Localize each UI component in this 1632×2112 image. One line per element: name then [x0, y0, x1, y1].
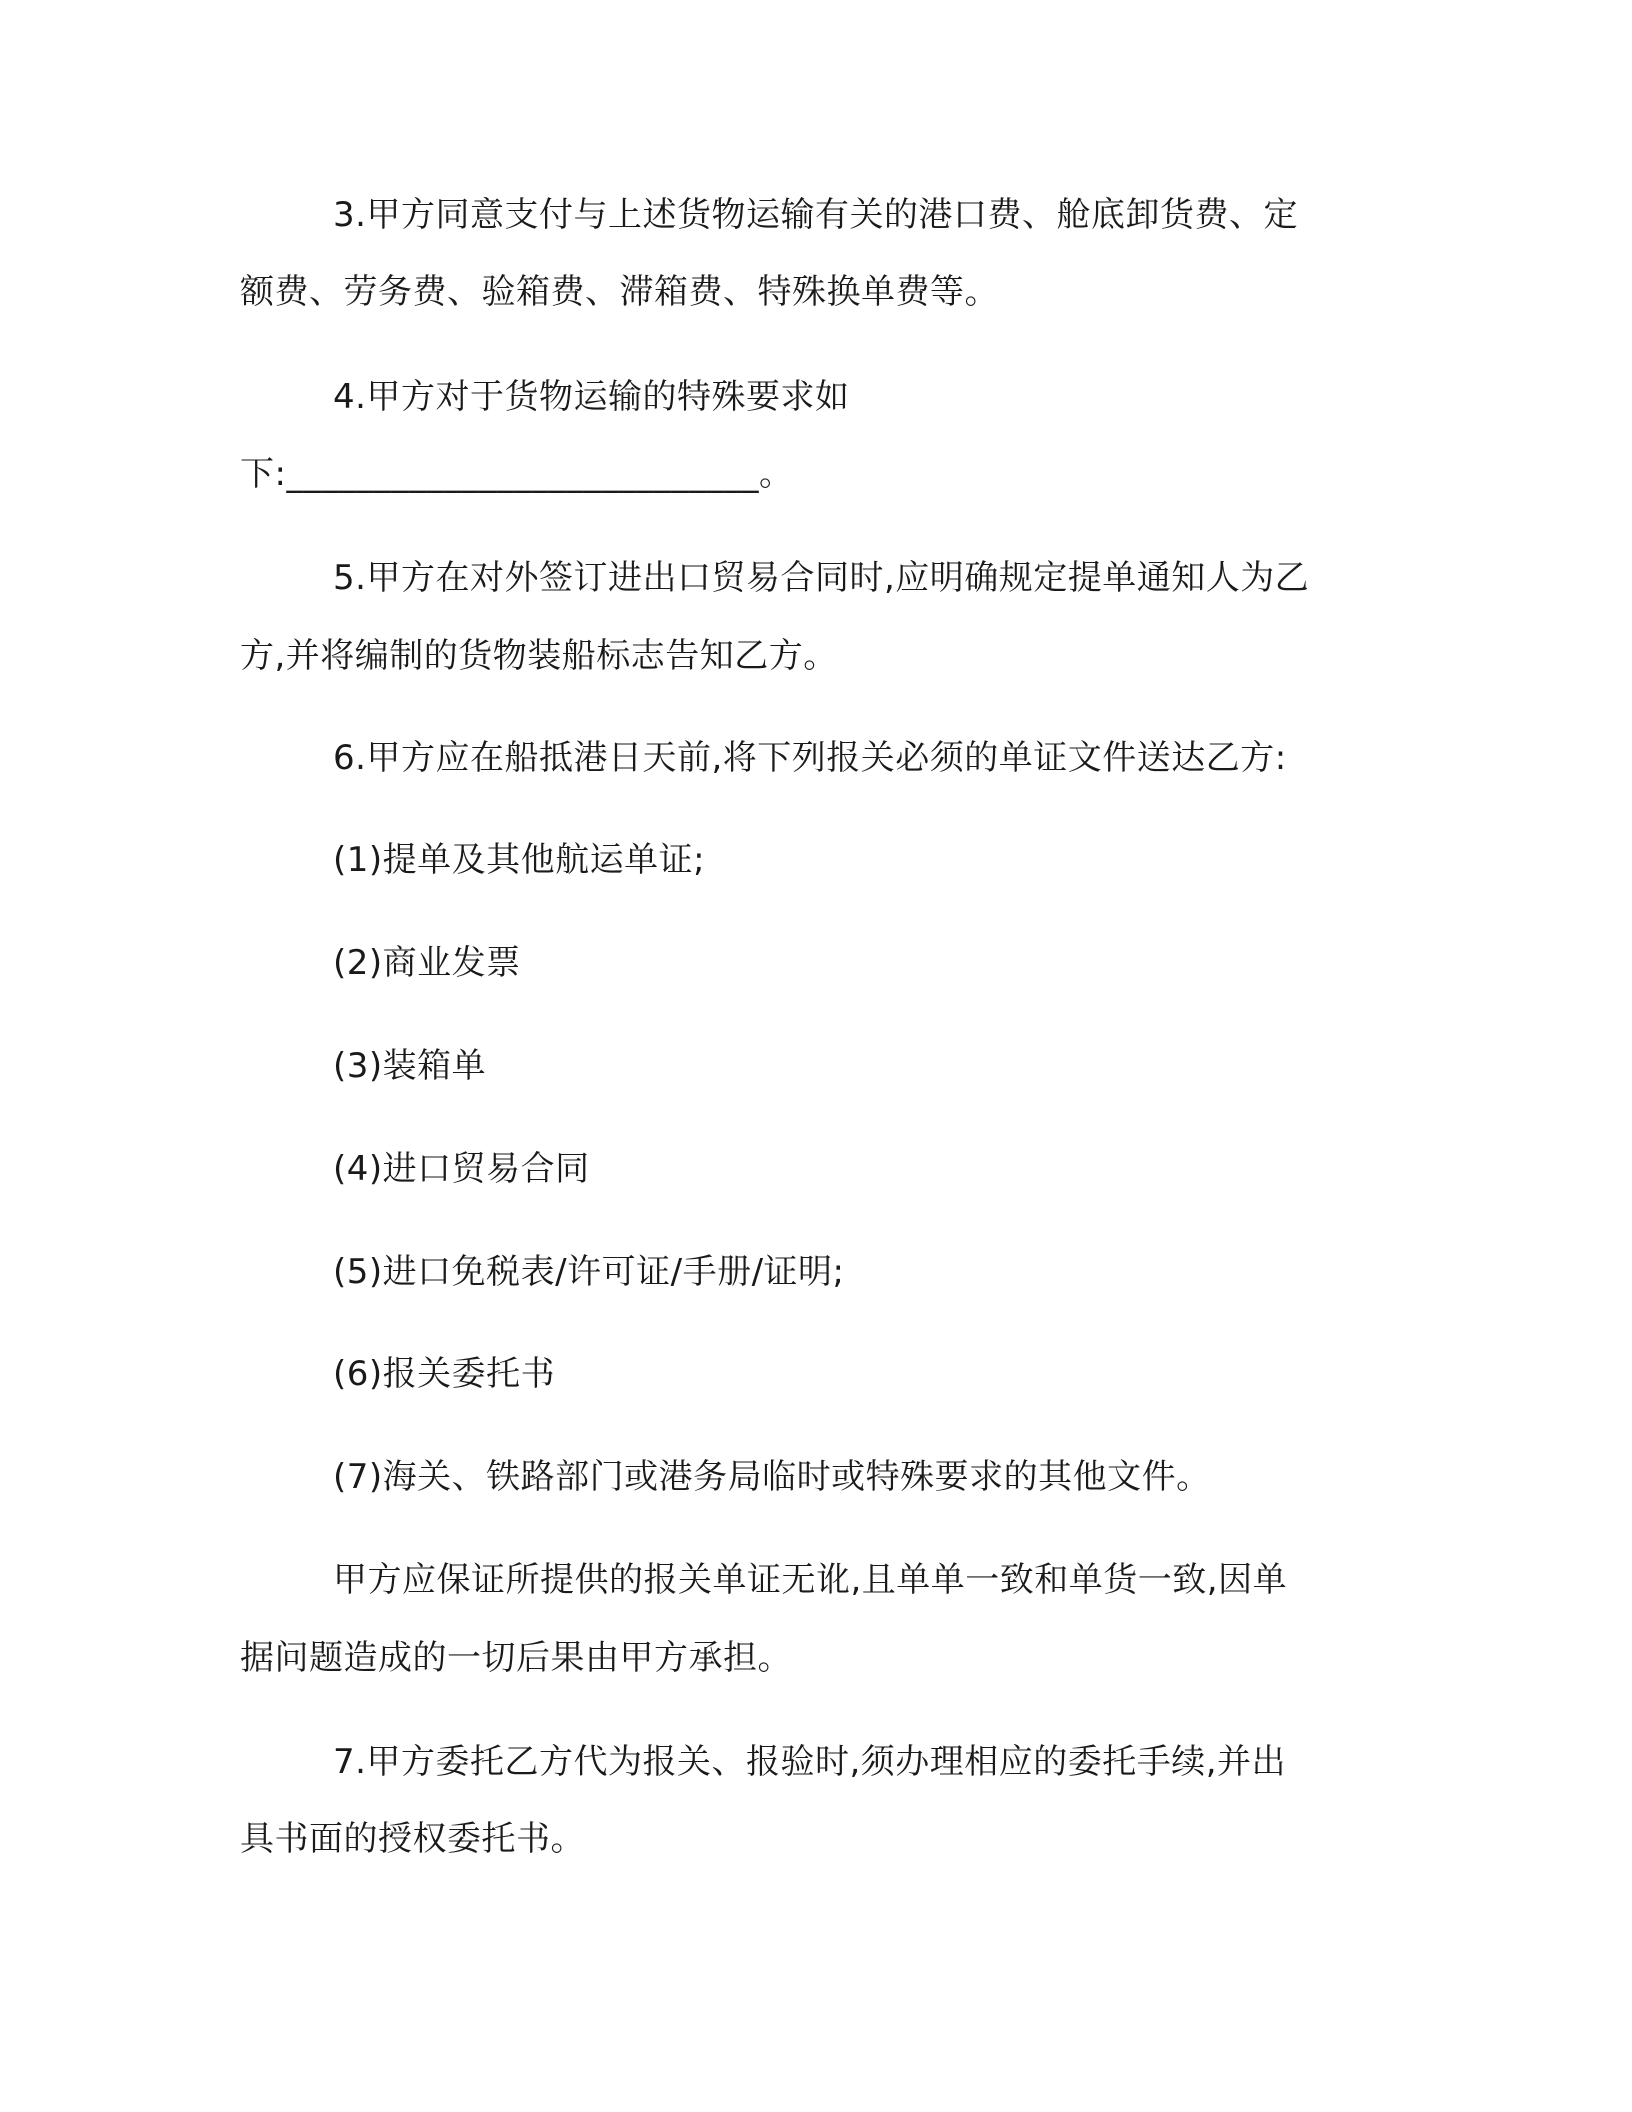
clause-7-line-2: 具书面的授权委托书。 — [240, 1819, 585, 1859]
list-item-5: (5)进口免税表/许可证/手册/证明; — [333, 1252, 845, 1292]
list-item-6: (6)报关委托书 — [333, 1354, 556, 1394]
clause-7-line-1: 7.甲方委托乙方代为报关、报验时,须办理相应的委托手续,并出 — [333, 1742, 1287, 1782]
clause-4-line-1: 4.甲方对于货物运输的特殊要求如 — [333, 377, 850, 417]
list-item-7: (7)海关、铁路部门或港务局临时或特殊要求的其他文件。 — [333, 1457, 1211, 1497]
list-item-4: (4)进口贸易合同 — [333, 1149, 590, 1189]
clause-3-line-1: 3.甲方同意支付与上述货物运输有关的港口费、舱底卸货费、定 — [333, 195, 1298, 235]
list-item-2: (2)商业发票 — [333, 943, 521, 983]
clause-5-line-2: 方,并将编制的货物装船标志告知乙方。 — [240, 636, 838, 676]
list-item-3: (3)装箱单 — [333, 1046, 487, 1086]
guarantee-line-1: 甲方应保证所提供的报关单证无讹,且单单一致和单货一致,因单 — [333, 1560, 1288, 1600]
clause-6-line-1: 6.甲方应在船抵港日天前,将下列报关必须的单证文件送达乙方: — [333, 738, 1287, 778]
list-item-1: (1)提单及其他航运单证; — [333, 840, 706, 880]
clause-3-line-2: 额费、劳务费、验箱费、滞箱费、特殊换单费等。 — [240, 272, 999, 312]
clause-4-line-2: 下:___________________________。 — [240, 454, 794, 494]
guarantee-line-2: 据问题造成的一切后果由甲方承担。 — [240, 1638, 792, 1678]
clause-5-line-1: 5.甲方在对外签订进出口贸易合同时,应明确规定提单通知人为乙 — [333, 558, 1310, 598]
